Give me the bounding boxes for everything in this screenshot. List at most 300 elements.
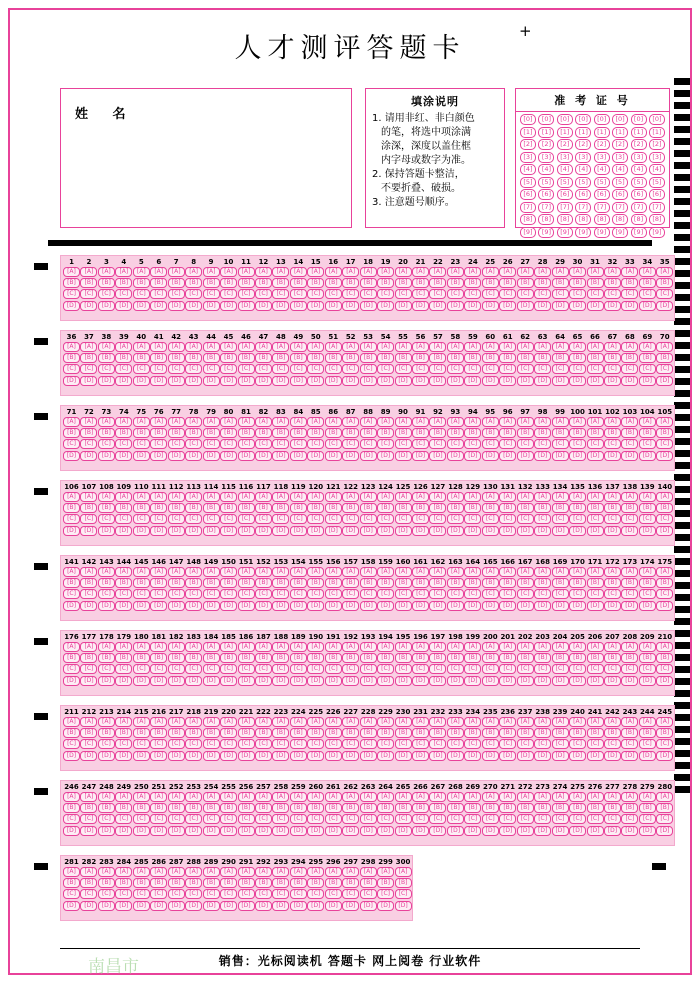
answer-bubble-c[interactable]: [C] bbox=[395, 439, 412, 449]
answer-bubble-b[interactable]: [B] bbox=[185, 278, 202, 288]
exam-number-bubble[interactable]: [1] bbox=[594, 127, 610, 138]
answer-bubble-c[interactable]: [C] bbox=[115, 889, 132, 899]
question-column[interactable] bbox=[499, 483, 516, 537]
answer-bubble-a[interactable]: [A] bbox=[115, 642, 132, 652]
answer-bubble-b[interactable]: [B] bbox=[395, 578, 412, 588]
answer-bubble-c[interactable]: [C] bbox=[377, 889, 394, 899]
question-column[interactable] bbox=[395, 633, 412, 687]
answer-bubble-d[interactable]: [D] bbox=[220, 601, 237, 611]
answer-bubble-c[interactable]: [C] bbox=[307, 739, 324, 749]
answer-bubble-c[interactable]: [C] bbox=[552, 589, 569, 599]
question-column[interactable] bbox=[220, 633, 237, 687]
answer-bubble-a[interactable]: [A] bbox=[290, 342, 307, 352]
exam-number-bubble[interactable]: [3] bbox=[649, 152, 665, 163]
answer-bubble-d[interactable]: [D] bbox=[377, 751, 394, 761]
question-column[interactable] bbox=[238, 558, 255, 612]
answer-bubble-c[interactable]: [C] bbox=[621, 589, 638, 599]
answer-bubble-a[interactable]: [A] bbox=[360, 267, 377, 277]
answer-bubble-b[interactable]: [B] bbox=[639, 503, 656, 513]
answer-bubble-c[interactable]: [C] bbox=[272, 589, 289, 599]
answer-bubble-d[interactable]: [D] bbox=[168, 451, 185, 461]
answer-bubble-a[interactable]: [A] bbox=[639, 417, 656, 427]
answer-bubble-c[interactable]: [C] bbox=[80, 589, 97, 599]
answer-bubble-d[interactable]: [D] bbox=[377, 526, 394, 536]
answer-bubble-c[interactable]: [C] bbox=[412, 664, 429, 674]
question-column[interactable] bbox=[220, 333, 237, 387]
question-column[interactable] bbox=[255, 258, 272, 312]
answer-bubble-b[interactable]: [B] bbox=[482, 353, 499, 363]
answer-bubble-a[interactable]: [A] bbox=[203, 267, 220, 277]
answer-bubble-b[interactable]: [B] bbox=[255, 278, 272, 288]
question-column[interactable] bbox=[377, 783, 394, 837]
question-column[interactable] bbox=[290, 333, 307, 387]
answer-bubble-b[interactable]: [B] bbox=[621, 653, 638, 663]
question-column[interactable] bbox=[80, 258, 97, 312]
answer-bubble-d[interactable]: [D] bbox=[98, 901, 115, 911]
answer-bubble-d[interactable]: [D] bbox=[569, 526, 586, 536]
answer-bubble-d[interactable]: [D] bbox=[342, 676, 359, 686]
answer-bubble-a[interactable]: [A] bbox=[499, 492, 516, 502]
answer-bubble-c[interactable]: [C] bbox=[517, 589, 534, 599]
answer-bubble-d[interactable]: [D] bbox=[63, 601, 80, 611]
answer-bubble-b[interactable]: [B] bbox=[185, 353, 202, 363]
answer-bubble-b[interactable]: [B] bbox=[395, 728, 412, 738]
answer-bubble-b[interactable]: [B] bbox=[272, 803, 289, 813]
answer-bubble-d[interactable]: [D] bbox=[238, 676, 255, 686]
answer-bubble-c[interactable]: [C] bbox=[307, 514, 324, 524]
answer-bubble-a[interactable]: [A] bbox=[272, 867, 289, 877]
answer-bubble-c[interactable]: [C] bbox=[639, 364, 656, 374]
answer-bubble-a[interactable]: [A] bbox=[569, 717, 586, 727]
question-column[interactable] bbox=[569, 558, 586, 612]
answer-bubble-b[interactable]: [B] bbox=[150, 278, 167, 288]
answer-bubble-a[interactable]: [A] bbox=[342, 717, 359, 727]
answer-bubble-b[interactable]: [B] bbox=[377, 578, 394, 588]
question-column[interactable] bbox=[482, 333, 499, 387]
answer-bubble-c[interactable]: [C] bbox=[604, 514, 621, 524]
answer-bubble-b[interactable]: [B] bbox=[307, 428, 324, 438]
exam-number-bubble[interactable]: [5] bbox=[612, 177, 628, 188]
question-column[interactable] bbox=[185, 708, 202, 762]
question-column[interactable] bbox=[272, 783, 289, 837]
question-column[interactable] bbox=[464, 708, 481, 762]
answer-bubble-a[interactable]: [A] bbox=[447, 792, 464, 802]
answer-bubble-b[interactable]: [B] bbox=[604, 653, 621, 663]
answer-bubble-d[interactable]: [D] bbox=[447, 601, 464, 611]
answer-bubble-d[interactable]: [D] bbox=[238, 301, 255, 311]
answer-bubble-a[interactable]: [A] bbox=[290, 642, 307, 652]
question-column[interactable] bbox=[325, 783, 342, 837]
answer-bubble-b[interactable]: [B] bbox=[63, 428, 80, 438]
answer-bubble-c[interactable]: [C] bbox=[168, 289, 185, 299]
question-column[interactable] bbox=[272, 558, 289, 612]
question-column[interactable] bbox=[325, 858, 342, 912]
answer-bubble-c[interactable]: [C] bbox=[238, 739, 255, 749]
question-column[interactable] bbox=[429, 783, 446, 837]
answer-bubble-d[interactable]: [D] bbox=[464, 751, 481, 761]
answer-bubble-d[interactable]: [D] bbox=[587, 526, 604, 536]
answer-bubble-d[interactable]: [D] bbox=[639, 751, 656, 761]
answer-bubble-a[interactable]: [A] bbox=[185, 417, 202, 427]
question-column[interactable] bbox=[482, 558, 499, 612]
answer-bubble-b[interactable]: [B] bbox=[307, 353, 324, 363]
answer-bubble-d[interactable]: [D] bbox=[342, 451, 359, 461]
answer-bubble-c[interactable]: [C] bbox=[272, 289, 289, 299]
answer-bubble-a[interactable]: [A] bbox=[220, 342, 237, 352]
question-column[interactable] bbox=[80, 408, 97, 462]
exam-number-bubble[interactable]: [9] bbox=[538, 227, 554, 238]
answer-bubble-b[interactable]: [B] bbox=[133, 428, 150, 438]
answer-bubble-d[interactable]: [D] bbox=[621, 751, 638, 761]
answer-bubble-d[interactable]: [D] bbox=[98, 601, 115, 611]
answer-bubble-d[interactable]: [D] bbox=[360, 901, 377, 911]
answer-bubble-b[interactable]: [B] bbox=[499, 428, 516, 438]
answer-bubble-c[interactable]: [C] bbox=[534, 364, 551, 374]
answer-bubble-b[interactable]: [B] bbox=[499, 353, 516, 363]
answer-bubble-a[interactable]: [A] bbox=[534, 342, 551, 352]
question-column[interactable] bbox=[395, 558, 412, 612]
answer-bubble-c[interactable]: [C] bbox=[185, 364, 202, 374]
answer-bubble-d[interactable]: [D] bbox=[220, 451, 237, 461]
answer-bubble-d[interactable]: [D] bbox=[587, 826, 604, 836]
answer-bubble-d[interactable]: [D] bbox=[534, 376, 551, 386]
answer-bubble-b[interactable]: [B] bbox=[412, 578, 429, 588]
answer-bubble-b[interactable]: [B] bbox=[255, 578, 272, 588]
question-column[interactable] bbox=[604, 783, 621, 837]
answer-bubble-d[interactable]: [D] bbox=[255, 376, 272, 386]
answer-bubble-c[interactable]: [C] bbox=[255, 439, 272, 449]
answer-bubble-b[interactable]: [B] bbox=[569, 728, 586, 738]
answer-block[interactable] bbox=[60, 705, 675, 771]
answer-bubble-d[interactable]: [D] bbox=[482, 526, 499, 536]
answer-bubble-d[interactable]: [D] bbox=[517, 451, 534, 461]
exam-number-bubble[interactable]: [8] bbox=[631, 214, 647, 225]
answer-bubble-a[interactable]: [A] bbox=[639, 342, 656, 352]
answer-bubble-b[interactable]: [B] bbox=[412, 728, 429, 738]
answer-bubble-c[interactable]: [C] bbox=[360, 889, 377, 899]
question-column[interactable] bbox=[150, 783, 167, 837]
exam-number-bubble[interactable]: [1] bbox=[612, 127, 628, 138]
question-column[interactable] bbox=[587, 633, 604, 687]
answer-bubble-a[interactable]: [A] bbox=[185, 717, 202, 727]
answer-bubble-d[interactable]: [D] bbox=[133, 601, 150, 611]
question-column[interactable] bbox=[325, 408, 342, 462]
question-column[interactable] bbox=[203, 858, 220, 912]
answer-bubble-d[interactable]: [D] bbox=[307, 676, 324, 686]
answer-bubble-d[interactable]: [D] bbox=[98, 376, 115, 386]
answer-bubble-c[interactable]: [C] bbox=[656, 814, 673, 824]
answer-bubble-b[interactable]: [B] bbox=[499, 278, 516, 288]
answer-bubble-a[interactable]: [A] bbox=[203, 417, 220, 427]
answer-bubble-a[interactable]: [A] bbox=[255, 717, 272, 727]
answer-bubble-c[interactable]: [C] bbox=[115, 364, 132, 374]
answer-bubble-a[interactable]: [A] bbox=[342, 417, 359, 427]
answer-bubble-b[interactable]: [B] bbox=[290, 278, 307, 288]
exam-number-bubble[interactable]: [1] bbox=[557, 127, 573, 138]
answer-bubble-d[interactable]: [D] bbox=[360, 676, 377, 686]
answer-bubble-a[interactable]: [A] bbox=[307, 867, 324, 877]
question-column[interactable] bbox=[133, 633, 150, 687]
answer-bubble-d[interactable]: [D] bbox=[80, 376, 97, 386]
answer-bubble-c[interactable]: [C] bbox=[499, 439, 516, 449]
answer-bubble-b[interactable]: [B] bbox=[98, 653, 115, 663]
exam-number-column[interactable] bbox=[631, 114, 647, 239]
answer-bubble-b[interactable]: [B] bbox=[656, 428, 673, 438]
answer-bubble-a[interactable]: [A] bbox=[482, 642, 499, 652]
answer-bubble-d[interactable]: [D] bbox=[220, 676, 237, 686]
answer-bubble-b[interactable]: [B] bbox=[238, 728, 255, 738]
answer-bubble-d[interactable]: [D] bbox=[255, 301, 272, 311]
answer-bubble-b[interactable]: [B] bbox=[377, 803, 394, 813]
answer-bubble-d[interactable]: [D] bbox=[290, 901, 307, 911]
answer-bubble-b[interactable]: [B] bbox=[517, 578, 534, 588]
answer-bubble-c[interactable]: [C] bbox=[482, 589, 499, 599]
answer-bubble-a[interactable]: [A] bbox=[429, 717, 446, 727]
answer-bubble-a[interactable]: [A] bbox=[429, 642, 446, 652]
answer-bubble-b[interactable]: [B] bbox=[639, 653, 656, 663]
answer-bubble-a[interactable]: [A] bbox=[482, 267, 499, 277]
question-column[interactable] bbox=[115, 408, 132, 462]
question-column[interactable] bbox=[534, 258, 551, 312]
answer-bubble-c[interactable]: [C] bbox=[534, 589, 551, 599]
answer-bubble-d[interactable]: [D] bbox=[499, 676, 516, 686]
answer-bubble-a[interactable]: [A] bbox=[133, 567, 150, 577]
answer-bubble-d[interactable]: [D] bbox=[307, 901, 324, 911]
answer-bubble-d[interactable]: [D] bbox=[255, 751, 272, 761]
answer-bubble-a[interactable]: [A] bbox=[115, 492, 132, 502]
answer-bubble-a[interactable]: [A] bbox=[203, 792, 220, 802]
answer-bubble-b[interactable]: [B] bbox=[447, 728, 464, 738]
answer-bubble-c[interactable]: [C] bbox=[621, 289, 638, 299]
answer-bubble-c[interactable]: [C] bbox=[203, 439, 220, 449]
question-column[interactable] bbox=[377, 858, 394, 912]
question-column[interactable] bbox=[604, 483, 621, 537]
question-column[interactable] bbox=[464, 633, 481, 687]
answer-bubble-a[interactable]: [A] bbox=[447, 342, 464, 352]
answer-bubble-a[interactable]: [A] bbox=[656, 492, 673, 502]
answer-bubble-c[interactable]: [C] bbox=[150, 289, 167, 299]
answer-bubble-d[interactable]: [D] bbox=[168, 601, 185, 611]
question-column[interactable] bbox=[517, 333, 534, 387]
question-column[interactable] bbox=[272, 633, 289, 687]
answer-bubble-c[interactable]: [C] bbox=[447, 289, 464, 299]
question-column[interactable] bbox=[133, 333, 150, 387]
answer-bubble-b[interactable]: [B] bbox=[587, 578, 604, 588]
question-column[interactable] bbox=[377, 333, 394, 387]
answer-bubble-c[interactable]: [C] bbox=[429, 514, 446, 524]
answer-bubble-b[interactable]: [B] bbox=[238, 803, 255, 813]
question-column[interactable] bbox=[534, 333, 551, 387]
answer-bubble-c[interactable]: [C] bbox=[325, 889, 342, 899]
answer-bubble-b[interactable]: [B] bbox=[587, 503, 604, 513]
exam-number-box[interactable] bbox=[515, 88, 670, 236]
answer-bubble-d[interactable]: [D] bbox=[534, 301, 551, 311]
answer-bubble-a[interactable]: [A] bbox=[307, 567, 324, 577]
exam-number-bubble[interactable]: [7] bbox=[649, 202, 665, 213]
answer-bubble-c[interactable]: [C] bbox=[621, 814, 638, 824]
exam-number-bubble[interactable]: [1] bbox=[631, 127, 647, 138]
answer-bubble-c[interactable]: [C] bbox=[342, 364, 359, 374]
answer-bubble-a[interactable]: [A] bbox=[464, 342, 481, 352]
answer-bubble-b[interactable]: [B] bbox=[552, 428, 569, 438]
answer-bubble-a[interactable]: [A] bbox=[238, 792, 255, 802]
answer-bubble-c[interactable]: [C] bbox=[447, 439, 464, 449]
answer-bubble-a[interactable]: [A] bbox=[552, 267, 569, 277]
answer-bubble-c[interactable]: [C] bbox=[80, 289, 97, 299]
answer-bubble-d[interactable]: [D] bbox=[185, 526, 202, 536]
exam-number-bubble[interactable]: [3] bbox=[520, 152, 536, 163]
answer-bubble-a[interactable]: [A] bbox=[80, 867, 97, 877]
answer-bubble-b[interactable]: [B] bbox=[360, 353, 377, 363]
answer-bubble-d[interactable]: [D] bbox=[517, 676, 534, 686]
answer-bubble-c[interactable]: [C] bbox=[220, 289, 237, 299]
answer-bubble-c[interactable]: [C] bbox=[587, 814, 604, 824]
answer-bubble-b[interactable]: [B] bbox=[429, 503, 446, 513]
answer-bubble-c[interactable]: [C] bbox=[517, 439, 534, 449]
answer-bubble-c[interactable]: [C] bbox=[604, 814, 621, 824]
answer-bubble-b[interactable]: [B] bbox=[395, 803, 412, 813]
answer-bubble-d[interactable]: [D] bbox=[272, 826, 289, 836]
answer-bubble-b[interactable]: [B] bbox=[604, 503, 621, 513]
answer-bubble-a[interactable]: [A] bbox=[80, 792, 97, 802]
answer-bubble-a[interactable]: [A] bbox=[307, 342, 324, 352]
answer-bubble-c[interactable]: [C] bbox=[552, 664, 569, 674]
question-column[interactable] bbox=[656, 333, 673, 387]
answer-bubble-c[interactable]: [C] bbox=[150, 814, 167, 824]
question-column[interactable] bbox=[168, 633, 185, 687]
answer-bubble-c[interactable]: [C] bbox=[587, 739, 604, 749]
answer-bubble-a[interactable]: [A] bbox=[150, 417, 167, 427]
answer-bubble-b[interactable]: [B] bbox=[290, 803, 307, 813]
answer-bubble-d[interactable]: [D] bbox=[517, 526, 534, 536]
answer-bubble-d[interactable]: [D] bbox=[115, 601, 132, 611]
answer-bubble-d[interactable]: [D] bbox=[272, 901, 289, 911]
answer-bubble-c[interactable]: [C] bbox=[115, 514, 132, 524]
answer-bubble-c[interactable]: [C] bbox=[168, 364, 185, 374]
answer-bubble-c[interactable]: [C] bbox=[429, 439, 446, 449]
answer-bubble-c[interactable]: [C] bbox=[587, 289, 604, 299]
question-column[interactable] bbox=[499, 558, 516, 612]
answer-bubble-a[interactable]: [A] bbox=[98, 642, 115, 652]
answer-bubble-a[interactable]: [A] bbox=[98, 417, 115, 427]
answer-bubble-c[interactable]: [C] bbox=[325, 664, 342, 674]
answer-bubble-a[interactable]: [A] bbox=[360, 642, 377, 652]
answer-bubble-b[interactable]: [B] bbox=[604, 428, 621, 438]
question-column[interactable] bbox=[656, 558, 673, 612]
answer-bubble-b[interactable]: [B] bbox=[621, 353, 638, 363]
answer-bubble-d[interactable]: [D] bbox=[656, 601, 673, 611]
answer-bubble-c[interactable]: [C] bbox=[290, 514, 307, 524]
answer-bubble-a[interactable]: [A] bbox=[342, 267, 359, 277]
answer-bubble-b[interactable]: [B] bbox=[656, 503, 673, 513]
answer-bubble-a[interactable]: [A] bbox=[133, 417, 150, 427]
answer-bubble-b[interactable]: [B] bbox=[238, 353, 255, 363]
answer-bubble-c[interactable]: [C] bbox=[360, 514, 377, 524]
answer-bubble-b[interactable]: [B] bbox=[621, 503, 638, 513]
answer-bubble-c[interactable]: [C] bbox=[621, 664, 638, 674]
answer-bubble-c[interactable]: [C] bbox=[80, 739, 97, 749]
answer-bubble-d[interactable]: [D] bbox=[482, 751, 499, 761]
answer-bubble-d[interactable]: [D] bbox=[272, 376, 289, 386]
student-name-box[interactable] bbox=[60, 88, 352, 228]
answer-bubble-c[interactable]: [C] bbox=[499, 664, 516, 674]
answer-bubble-b[interactable]: [B] bbox=[360, 653, 377, 663]
answer-bubble-a[interactable]: [A] bbox=[80, 567, 97, 577]
answer-bubble-b[interactable]: [B] bbox=[517, 803, 534, 813]
answer-bubble-b[interactable]: [B] bbox=[569, 428, 586, 438]
answer-bubble-c[interactable]: [C] bbox=[656, 739, 673, 749]
question-column[interactable] bbox=[133, 258, 150, 312]
question-column[interactable] bbox=[238, 483, 255, 537]
answer-bubble-c[interactable]: [C] bbox=[80, 814, 97, 824]
answer-bubble-a[interactable]: [A] bbox=[255, 342, 272, 352]
answer-bubble-b[interactable]: [B] bbox=[238, 653, 255, 663]
question-column[interactable] bbox=[517, 708, 534, 762]
answer-bubble-a[interactable]: [A] bbox=[621, 492, 638, 502]
answer-bubble-b[interactable]: [B] bbox=[412, 428, 429, 438]
answer-bubble-c[interactable]: [C] bbox=[517, 664, 534, 674]
answer-bubble-a[interactable]: [A] bbox=[238, 567, 255, 577]
answer-bubble-d[interactable]: [D] bbox=[307, 751, 324, 761]
answer-bubble-d[interactable]: [D] bbox=[342, 751, 359, 761]
answer-bubble-c[interactable]: [C] bbox=[98, 439, 115, 449]
answer-bubble-d[interactable]: [D] bbox=[656, 526, 673, 536]
answer-bubble-a[interactable]: [A] bbox=[534, 417, 551, 427]
answer-bubble-a[interactable]: [A] bbox=[63, 417, 80, 427]
answer-bubble-a[interactable]: [A] bbox=[185, 492, 202, 502]
answer-bubble-a[interactable]: [A] bbox=[168, 792, 185, 802]
answer-bubble-b[interactable]: [B] bbox=[395, 428, 412, 438]
answer-bubble-b[interactable]: [B] bbox=[621, 803, 638, 813]
question-column[interactable] bbox=[115, 258, 132, 312]
answer-bubble-b[interactable]: [B] bbox=[63, 803, 80, 813]
answer-bubble-a[interactable]: [A] bbox=[447, 267, 464, 277]
question-column[interactable] bbox=[412, 258, 429, 312]
answer-bubble-b[interactable]: [B] bbox=[133, 578, 150, 588]
answer-bubble-d[interactable]: [D] bbox=[168, 301, 185, 311]
answer-bubble-d[interactable]: [D] bbox=[290, 301, 307, 311]
question-column[interactable] bbox=[517, 408, 534, 462]
answer-bubble-b[interactable]: [B] bbox=[464, 803, 481, 813]
answer-bubble-c[interactable]: [C] bbox=[98, 889, 115, 899]
exam-number-bubble[interactable]: [8] bbox=[557, 214, 573, 225]
answer-bubble-c[interactable]: [C] bbox=[656, 439, 673, 449]
answer-bubble-d[interactable]: [D] bbox=[115, 676, 132, 686]
answer-bubble-b[interactable]: [B] bbox=[150, 803, 167, 813]
answer-bubble-c[interactable]: [C] bbox=[587, 514, 604, 524]
question-column[interactable] bbox=[203, 333, 220, 387]
answer-bubble-d[interactable]: [D] bbox=[534, 826, 551, 836]
answer-bubble-d[interactable]: [D] bbox=[639, 526, 656, 536]
question-column[interactable] bbox=[656, 633, 673, 687]
question-column[interactable] bbox=[621, 558, 638, 612]
answer-bubble-d[interactable]: [D] bbox=[377, 376, 394, 386]
answer-bubble-c[interactable]: [C] bbox=[412, 814, 429, 824]
answer-bubble-b[interactable]: [B] bbox=[342, 428, 359, 438]
answer-bubble-b[interactable]: [B] bbox=[552, 278, 569, 288]
answer-bubble-a[interactable]: [A] bbox=[220, 642, 237, 652]
answer-bubble-c[interactable]: [C] bbox=[290, 364, 307, 374]
answer-bubble-a[interactable]: [A] bbox=[168, 567, 185, 577]
answer-bubble-a[interactable]: [A] bbox=[325, 417, 342, 427]
answer-bubble-a[interactable]: [A] bbox=[342, 642, 359, 652]
answer-bubble-d[interactable]: [D] bbox=[185, 751, 202, 761]
answer-bubble-d[interactable]: [D] bbox=[429, 601, 446, 611]
answer-bubble-c[interactable]: [C] bbox=[150, 664, 167, 674]
answer-bubble-d[interactable]: [D] bbox=[325, 676, 342, 686]
answer-bubble-c[interactable]: [C] bbox=[412, 739, 429, 749]
question-column[interactable] bbox=[569, 783, 586, 837]
